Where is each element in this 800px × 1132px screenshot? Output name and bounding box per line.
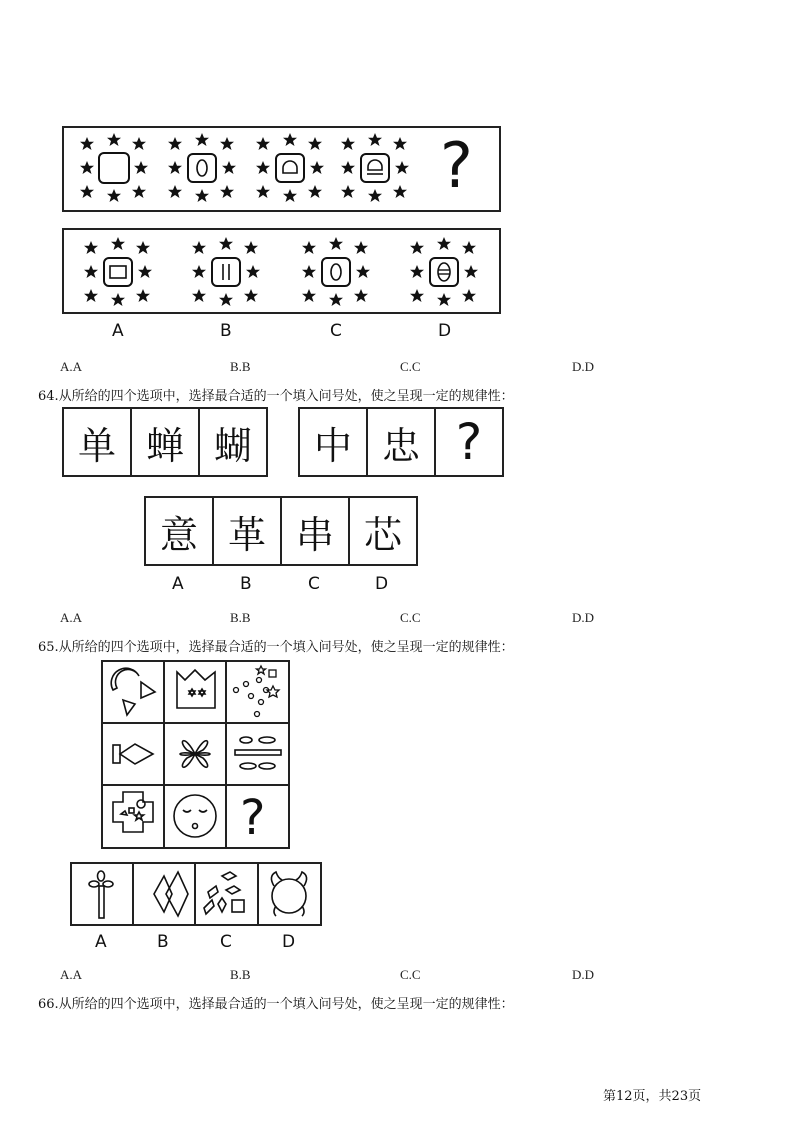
q63-option-label-a: A — [112, 321, 124, 341]
q64-option-label-c: C — [308, 574, 320, 594]
q64-answer-d[interactable]: D.D — [572, 610, 595, 625]
q65-answer-d[interactable]: D.D — [572, 967, 595, 982]
q63-answer-c[interactable]: C.C — [400, 359, 421, 374]
q64-option-label-b: B — [240, 574, 252, 594]
q64-row1-cell-2: 蝉 — [130, 407, 200, 477]
q64-row2-cell-2: 忠 — [366, 407, 436, 477]
q63-figure-4 — [341, 133, 409, 202]
q66-stem: 66.从所给的四个选项中，选择最合适的一个填入问号处，使之呈现一定的规律性： — [38, 997, 514, 1012]
q65-stem: 65.从所给的四个选项中，选择最合适的一个填入问号处，使之呈现一定的规律性： — [38, 640, 514, 655]
q65-option-label-d: D — [282, 932, 296, 952]
q65-answer-b[interactable]: B.B — [230, 967, 251, 982]
q63-option-d-figure — [410, 237, 478, 306]
q64-row2-question-mark: ? — [434, 407, 504, 477]
q64-answer-b[interactable]: B.B — [230, 610, 251, 625]
q64-option-label-d: D — [375, 574, 389, 594]
q65-option-label-a: A — [95, 932, 107, 952]
q64-row1-cell-3: 蝴 — [198, 407, 268, 477]
q65-options-figure — [70, 862, 324, 928]
q63-option-label-c: C — [330, 321, 342, 341]
q64-option-c: 串 — [280, 496, 350, 566]
q64-option-a: 意 — [144, 496, 214, 566]
q63-answer-d[interactable]: D.D — [572, 359, 595, 374]
page-number: 第12页，共23页 — [603, 1089, 702, 1104]
q63-answer-b[interactable]: B.B — [230, 359, 251, 374]
q64-stem: 64.从所给的四个选项中，选择最合适的一个填入问号处，使之呈现一定的规律性： — [38, 389, 514, 404]
q65-question-mark: ? — [240, 790, 266, 846]
q64-answer-c[interactable]: C.C — [400, 610, 421, 625]
q63-question-mark: ? — [440, 129, 473, 202]
q65-option-label-b: B — [157, 932, 169, 952]
q63-option-c-figure — [302, 237, 370, 306]
q63-option-label-b: B — [220, 321, 232, 341]
q63-option-label-d: D — [438, 321, 452, 341]
q63-figure-2 — [168, 133, 236, 202]
q64-answer-a[interactable]: A.A — [60, 610, 83, 625]
q64-option-label-a: A — [172, 574, 184, 594]
q64-row2-cell-1: 中 — [298, 407, 368, 477]
q65-option-label-c: C — [220, 932, 232, 952]
q63-option-figures — [62, 228, 501, 314]
q63-figure-1 — [80, 133, 148, 202]
q63-option-b-figure — [192, 237, 260, 306]
q63-figure-3 — [256, 133, 324, 202]
q64-row1-cell-1: 单 — [62, 407, 132, 477]
q64-option-b: 革 — [212, 496, 282, 566]
q65-answer-c[interactable]: C.C — [400, 967, 421, 982]
q65-answer-a[interactable]: A.A — [60, 967, 83, 982]
q63-answer-a[interactable]: A.A — [60, 359, 83, 374]
q63-question-figures — [62, 126, 501, 212]
q63-option-a-figure — [84, 237, 152, 306]
q64-option-d: 芯 — [348, 496, 418, 566]
